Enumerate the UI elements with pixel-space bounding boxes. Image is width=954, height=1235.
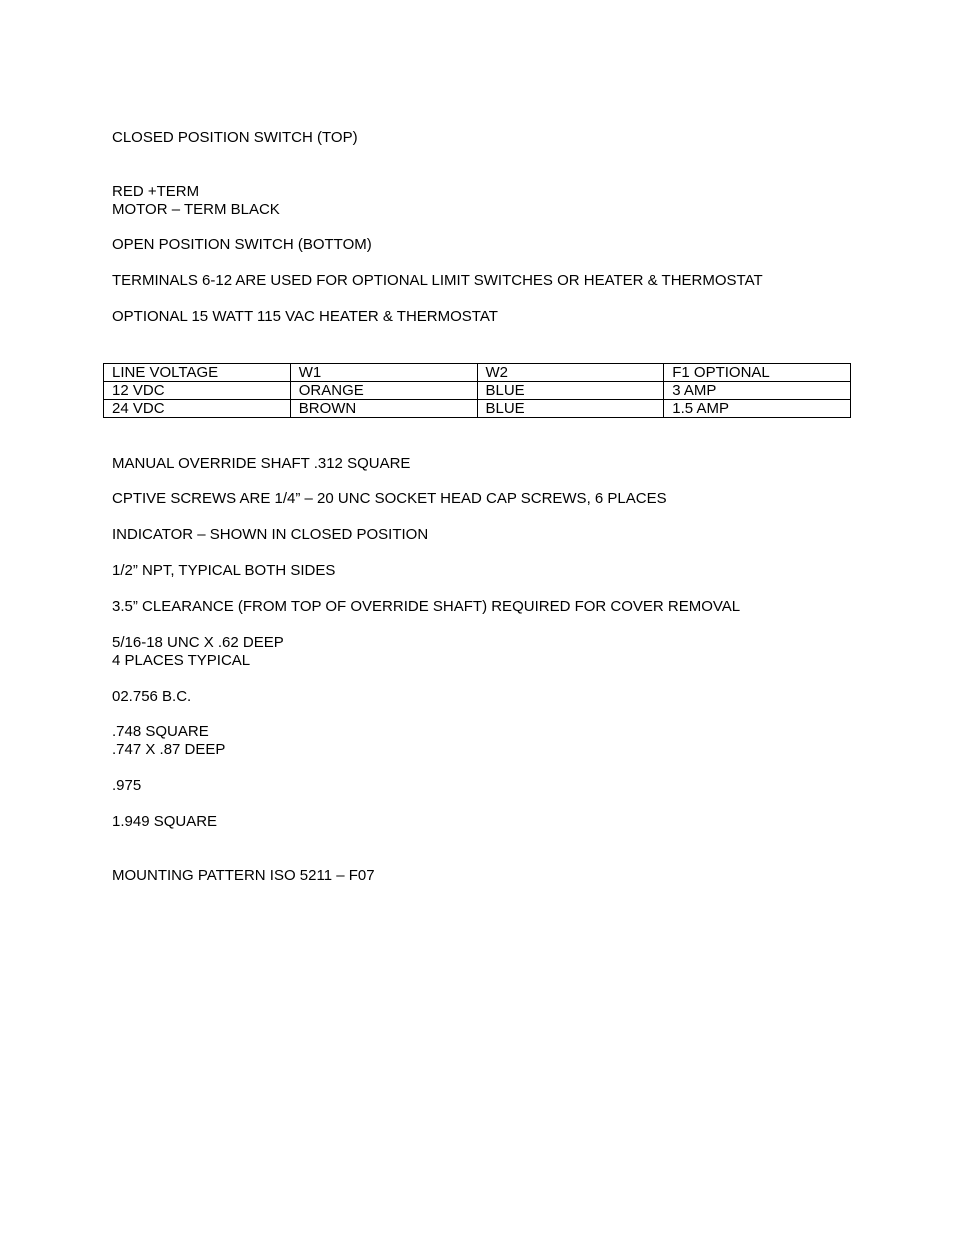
table-cell: BLUE [477, 400, 664, 418]
table-cell: 1.5 AMP [664, 400, 851, 418]
text-line: 5/16-18 UNC X .62 DEEP [112, 634, 284, 651]
text-line: 3.5” CLEARANCE (FROM TOP OF OVERRIDE SHAFT) REQUIRED FOR COVER REMOVAL [112, 598, 741, 615]
table-header-row [104, 364, 851, 382]
text-line: .748 SQUARE [112, 723, 209, 740]
wiring-table [103, 363, 851, 418]
table-row [104, 400, 851, 418]
text-line: .975 [112, 777, 142, 794]
text-line: CLOSED POSITION SWITCH (TOP) [112, 129, 358, 146]
text-line: OPEN POSITION SWITCH (BOTTOM) [112, 236, 372, 253]
table-cell: 12 VDC [104, 382, 291, 400]
text-line: 1/2” NPT, TYPICAL BOTH SIDES [112, 562, 336, 579]
table-row [104, 382, 851, 400]
text-line: MOUNTING PATTERN ISO 5211 – F07 [112, 867, 375, 884]
text-line: OPTIONAL 15 WATT 115 VAC HEATER & THERMOSTAT [112, 308, 498, 325]
text-line: MANUAL OVERRIDE SHAFT .312 SQUARE [112, 455, 411, 472]
table-cell: ORANGE [290, 382, 477, 400]
text-line: 02.756 B.C. [112, 688, 192, 705]
text-line: 4 PLACES TYPICAL [112, 652, 251, 669]
header-cell: W1 [290, 364, 477, 382]
text-line: CPTIVE SCREWS ARE 1/4” – 20 UNC SOCKET HEAD CAP SCREWS, 6 PLACES [112, 490, 667, 507]
header-cell: W2 [477, 364, 664, 382]
text-line: INDICATOR – SHOWN IN CLOSED POSITION [112, 526, 429, 543]
text-line: TERMINALS 6-12 ARE USED FOR OPTIONAL LIMIT SWITCHES OR HEATER & THERMOSTAT [112, 272, 763, 289]
table-cell: BLUE [477, 382, 664, 400]
header-cell: LINE VOLTAGE [104, 364, 291, 382]
text-line: .747 X .87 DEEP [112, 741, 226, 758]
text-line: MOTOR – TERM BLACK [112, 201, 280, 218]
table-cell: 24 VDC [104, 400, 291, 418]
table-cell: 3 AMP [664, 382, 851, 400]
text-line: RED +TERM [112, 183, 200, 200]
table-cell: BROWN [290, 400, 477, 418]
header-cell: F1 OPTIONAL [664, 364, 851, 382]
text-line: 1.949 SQUARE [112, 813, 218, 830]
